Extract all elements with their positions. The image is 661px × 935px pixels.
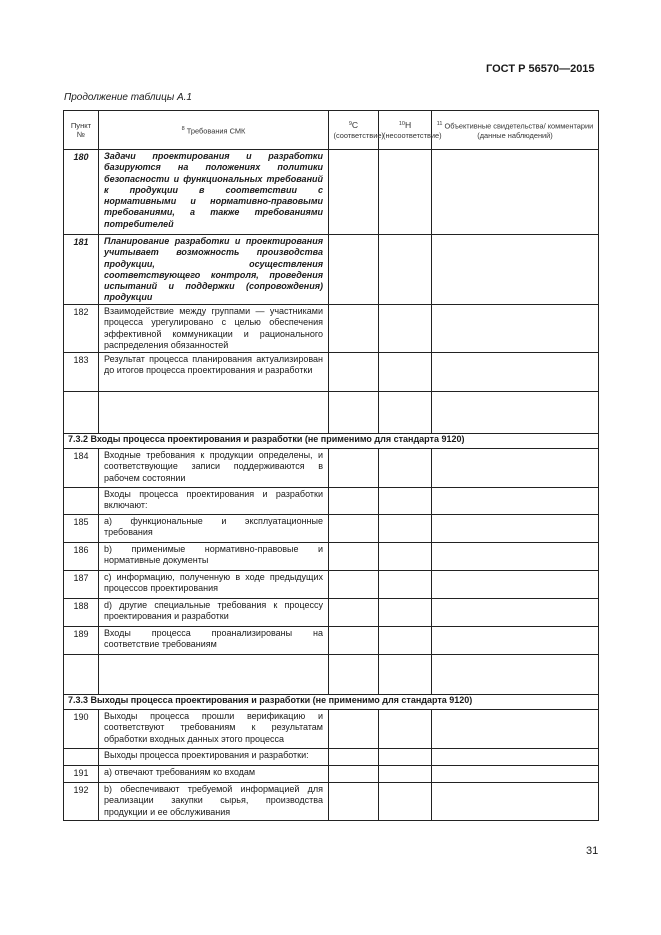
row-number [64, 749, 99, 766]
row-number: 180 [64, 150, 99, 235]
evidence-cell[interactable] [432, 599, 599, 627]
row-number: 188 [64, 599, 99, 627]
compliant-cell[interactable] [329, 655, 379, 695]
noncompliant-cell[interactable] [379, 543, 432, 571]
row-number: 181 [64, 235, 99, 305]
table-row [64, 627, 599, 655]
noncompliant-cell[interactable] [379, 150, 432, 235]
evidence-cell[interactable] [432, 305, 599, 353]
noncompliant-cell[interactable] [379, 488, 432, 515]
noncompliant-cell[interactable] [379, 305, 432, 353]
noncompliant-cell[interactable] [379, 353, 432, 392]
row-number: 184 [64, 449, 99, 488]
table-row [64, 571, 599, 599]
compliant-cell[interactable] [329, 353, 379, 392]
compliant-cell[interactable] [329, 488, 379, 515]
compliant-cell[interactable] [329, 749, 379, 766]
col-header-point: Пункт № [64, 111, 99, 150]
requirement-text: Входы процесса проектирования и разработки включают: [99, 488, 329, 515]
compliant-cell[interactable] [329, 392, 379, 434]
noncompliant-cell[interactable] [379, 515, 432, 543]
table-row [64, 749, 599, 766]
compliant-cell[interactable] [329, 150, 379, 235]
noncompliant-cell[interactable] [379, 599, 432, 627]
compliant-cell[interactable] [329, 571, 379, 599]
requirement-text: Задачи проектирования и разработки базируются на положениях политики безопасности и функциональных требований к продукции в соответствии с нормативными и нормативно-правовыми требованиями, а также требованиями потребителей [99, 150, 329, 235]
table-row [64, 515, 599, 543]
evidence-cell[interactable] [432, 515, 599, 543]
evidence-cell[interactable] [432, 353, 599, 392]
requirement-text: c) информацию, полученную в ходе предыдущих процессов проектирования [99, 571, 329, 599]
table-row [64, 766, 599, 783]
page-number: 31 [586, 845, 599, 857]
table-row [64, 305, 599, 353]
section-header-row [64, 434, 599, 449]
col-header-compliant: $^9$С (соответствие) [329, 111, 379, 150]
compliant-cell[interactable] [329, 449, 379, 488]
requirement-text: Выходы процесса проектирования и разработки: [99, 749, 329, 766]
section-title: 7.3.2 Входы процесса проектирования и разработки (не применимо для стандарта 9120) [64, 434, 599, 449]
noncompliant-cell[interactable] [379, 235, 432, 305]
requirement-text: a) функциональные и эксплуатационные требования [99, 515, 329, 543]
table-row [64, 150, 599, 235]
col-header-noncompliant: $^{10}$Н (несоответствие) [379, 111, 432, 150]
noncompliant-cell[interactable] [379, 749, 432, 766]
table-row [64, 710, 599, 749]
evidence-cell[interactable] [432, 235, 599, 305]
requirement-text: Взаимодействие между группами — участниками процесса урегулировано с целью обеспечения эффективной коммуникации и рационального распределения обязанностей [99, 305, 329, 353]
row-number: 186 [64, 543, 99, 571]
requirement-text: Выходы процесса прошли верификацию и соответствуют требованиям к результатам обработки входных данных этого процесса [99, 710, 329, 749]
requirement-text: Входные требования к продукции определены, и соответствующие записи поддерживаются в рабочем состоянии [99, 449, 329, 488]
document-header: ГОСТ Р 56570—2015 [486, 63, 595, 75]
requirement-text: Планирование разработки и проектирования учитывает возможность производства продукции, осуществления соответствующего контроля, проведения испытаний и поддержки (сопровождения) продукции [99, 235, 329, 305]
compliant-cell[interactable] [329, 543, 379, 571]
empty-row [64, 392, 599, 434]
evidence-cell[interactable] [432, 150, 599, 235]
table-row [64, 235, 599, 305]
noncompliant-cell[interactable] [379, 710, 432, 749]
noncompliant-cell[interactable] [379, 571, 432, 599]
compliant-cell[interactable] [329, 766, 379, 783]
compliant-cell[interactable] [329, 710, 379, 749]
compliant-cell[interactable] [329, 627, 379, 655]
empty-row [64, 655, 599, 695]
evidence-cell[interactable] [432, 710, 599, 749]
noncompliant-cell[interactable] [379, 449, 432, 488]
evidence-cell[interactable] [432, 392, 599, 434]
section-title: 7.3.3 Выходы процесса проектирования и разработки (не применимо для стандарта 9120) [64, 695, 599, 710]
noncompliant-cell[interactable] [379, 655, 432, 695]
requirement-text: a) отвечают требованиям ко входам [99, 766, 329, 783]
compliant-cell[interactable] [329, 515, 379, 543]
noncompliant-cell[interactable] [379, 627, 432, 655]
evidence-cell[interactable] [432, 449, 599, 488]
requirement-text: b) обеспечивают требуемой информацией для реализации закупки сырья, производства продукции и ее обслуживания [99, 783, 329, 821]
table-header-row [64, 111, 599, 150]
noncompliant-cell[interactable] [379, 783, 432, 821]
noncompliant-cell[interactable] [379, 766, 432, 783]
requirement-text: Входы процесса проанализированы на соответствие требованиям [99, 627, 329, 655]
table-caption: Продолжение таблицы А.1 [64, 92, 192, 103]
table-row [64, 488, 599, 515]
row-number: 185 [64, 515, 99, 543]
evidence-cell[interactable] [432, 571, 599, 599]
requirement-text: Результат процесса планирования актуализирован до итогов процесса проектирования и разработки [99, 353, 329, 392]
row-number: 190 [64, 710, 99, 749]
requirement-text: d) другие специальные требования к процессу проектирования и разработки [99, 599, 329, 627]
checklist-table [63, 110, 599, 821]
evidence-cell[interactable] [432, 783, 599, 821]
table-row [64, 449, 599, 488]
evidence-cell[interactable] [432, 749, 599, 766]
row-number: 189 [64, 627, 99, 655]
compliant-cell[interactable] [329, 305, 379, 353]
requirement-text: b) применимые нормативно-правовые и нормативные документы [99, 543, 329, 571]
table-row [64, 543, 599, 571]
evidence-cell[interactable] [432, 655, 599, 695]
row-number: 192 [64, 783, 99, 821]
row-number: 191 [64, 766, 99, 783]
table-row [64, 353, 599, 392]
row-number: 182 [64, 305, 99, 353]
col-header-evidence: $^{11}$ Объективные свидетельства/ комментарии (данные наблюдений) [432, 111, 599, 150]
compliant-cell[interactable] [329, 235, 379, 305]
evidence-cell[interactable] [432, 766, 599, 783]
noncompliant-cell[interactable] [379, 392, 432, 434]
evidence-cell[interactable] [432, 488, 599, 515]
table-row [64, 599, 599, 627]
col-header-requirements: $^8$ Требования СМК [99, 111, 329, 150]
row-number [64, 488, 99, 515]
compliant-cell[interactable] [329, 783, 379, 821]
row-number: 187 [64, 571, 99, 599]
row-number: 183 [64, 353, 99, 392]
compliant-cell[interactable] [329, 599, 379, 627]
evidence-cell[interactable] [432, 543, 599, 571]
table-row [64, 783, 599, 821]
evidence-cell[interactable] [432, 627, 599, 655]
section-header-row [64, 695, 599, 710]
